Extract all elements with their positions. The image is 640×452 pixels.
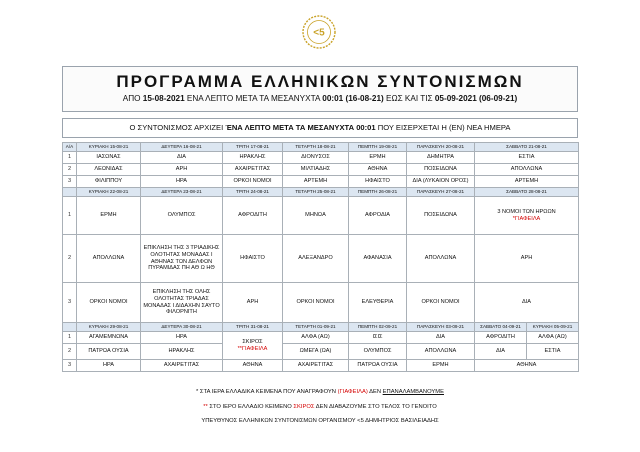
table-row bbox=[63, 152, 579, 164]
row-number: 2 bbox=[63, 235, 77, 283]
cell: ΟΡΚΟΙ ΝΟΜΟΙ bbox=[77, 283, 141, 323]
cell: ΟΡΚΟΙ ΝΟΜΟΙ bbox=[407, 283, 475, 323]
row-number: 1 bbox=[63, 197, 77, 235]
cell: ΑΡΤΕΜΗ bbox=[283, 176, 349, 188]
cell: ΙΣΙΣ bbox=[349, 332, 407, 344]
cell: ΕΡΜΗ bbox=[77, 197, 141, 235]
day-header: ΔΕΥΤΕΡΑ 30-08-21 bbox=[141, 323, 223, 332]
index-header-empty bbox=[63, 188, 77, 197]
start-date: 15-08-2021 bbox=[142, 94, 185, 103]
row-number: 3 bbox=[63, 283, 77, 323]
cell: ΗΦΑΙΣΤΟ bbox=[223, 235, 283, 283]
cell: ΑΧΑΙΡΕΤΙΤΑΣ bbox=[283, 360, 349, 372]
cell: ΔΙΑ bbox=[475, 283, 579, 323]
cell: ΟΛΥΜΠΟΣ bbox=[141, 197, 223, 235]
cell: ΔΙΑ (ΛΥΚΑΙΟΝ ΟΡΟΣ) bbox=[407, 176, 475, 188]
footnote-text: * ΣΤΑ ΙΕΡΑ ΕΛΛΑΔΙΚΑ ΚΕΙΜΕΝΑ ΠΟΥ ΑΝΑΓΡΑΦΟΥΝ bbox=[196, 389, 338, 395]
cell: ΦΙΛΙΠΠΟΥ bbox=[77, 176, 141, 188]
cell: ΑΠΟΛΛΩΝΑ bbox=[407, 235, 475, 283]
cell: ΟΛΥΜΠΟΣ bbox=[349, 344, 407, 360]
date-range bbox=[63, 94, 577, 103]
cell: ΠΑΤΡΩΑ ΟΥΣΙΑ bbox=[349, 360, 407, 372]
cell: ΑΦΑΝΑΣΙΑ bbox=[349, 235, 407, 283]
table-row bbox=[63, 235, 579, 283]
cell bbox=[223, 332, 283, 360]
cell: ΑΧΑΙΡΕΤΙΤΑΣ bbox=[223, 164, 283, 176]
week1-header-row bbox=[63, 143, 579, 152]
footnote-underlined: ΕΠΑΝΑΛΑΜΒΑΝΟΥΜΕ bbox=[382, 389, 444, 395]
footnote-1 bbox=[62, 389, 578, 395]
cell: ΗΡΑ bbox=[141, 332, 223, 344]
cell: ΗΡΑ bbox=[77, 360, 141, 372]
cell-note-red: **ΓΙΑΦΕΙΛΑ bbox=[237, 345, 268, 352]
notice-text: ΠΟΥ ΕΙΣΕΡΧΕΤΑΙ Η (ΕΝ) ΝΕΑ ΗΜΕΡΑ bbox=[375, 123, 511, 132]
cell: ΑΧΑΙΡΕΤΙΤΑΣ bbox=[141, 360, 223, 372]
cell: ΠΟΣΕΙΔΩΝΑ bbox=[407, 164, 475, 176]
cell: ΔΙΑ bbox=[141, 152, 223, 164]
subtitle-text: ΕΩΣ ΚΑΙ ΤΙΣ bbox=[383, 94, 435, 103]
footnote-text: ΔΕΝ bbox=[367, 389, 383, 395]
day-header: ΤΕΤΑΡΤΗ 18-08-21 bbox=[283, 143, 349, 152]
schedule-sheet bbox=[62, 66, 578, 372]
notice-text: Ο ΣΥΝΤΟΝΙΣΜΟΣ ΑΡΧΙΖΕΙ bbox=[129, 123, 226, 132]
cell: ΗΡΑ bbox=[141, 176, 223, 188]
cell: ΜΗΝΩΑ bbox=[283, 197, 349, 235]
day-header: ΠΑΡΑΣΚΕΥΗ 27-08-21 bbox=[407, 188, 475, 197]
table-row bbox=[63, 344, 579, 360]
cell: ΟΡΚΟΙ ΝΟΜΟΙ bbox=[223, 176, 283, 188]
day-header: ΤΕΤΑΡΤΗ 01-09-21 bbox=[283, 323, 349, 332]
day-header: ΤΡΙΤΗ 24-08-21 bbox=[223, 188, 283, 197]
start-notice bbox=[62, 118, 578, 138]
cell: ΗΦΑΙΣΤΟ bbox=[349, 176, 407, 188]
cell: ΕΣΤΙΑ bbox=[475, 152, 579, 164]
row-number: 3 bbox=[63, 176, 77, 188]
subtitle-text: ΕΝΑ ΛΕΠΤΟ ΜΕΤΑ ΤΑ ΜΕΣΑΝΥΧΤΑ bbox=[184, 94, 323, 103]
cell: ΑΠΟΛΛΩΝΑ bbox=[407, 344, 475, 360]
table-row bbox=[63, 176, 579, 188]
cell: ΩΜΕΓΑ (ΩΑ) bbox=[283, 344, 349, 360]
day-header: ΔΕΥΤΕΡΑ 16-08-21 bbox=[141, 143, 223, 152]
cell: ΕΡΜΗ bbox=[349, 152, 407, 164]
index-header-empty bbox=[63, 323, 77, 332]
day-header: ΠΑΡΑΣΚΕΥΗ 03-09-21 bbox=[407, 323, 475, 332]
footnote-marker: ** bbox=[203, 404, 210, 410]
cell: ΑΦΡΟΔΙΤΗ bbox=[475, 332, 527, 344]
logo-text: <5 bbox=[313, 27, 325, 39]
cell: ΑΡΤΕΜΗ bbox=[475, 176, 579, 188]
cell: ΛΕΩΝΙΔΑΣ bbox=[77, 164, 141, 176]
row-number: 2 bbox=[63, 344, 77, 360]
cell: ΑΛΦΑ (ΑΩ) bbox=[527, 332, 579, 344]
day-header: ΠΑΡΑΣΚΕΥΗ 20-08-21 bbox=[407, 143, 475, 152]
footnote-text: ΣΤΟ ΙΕΡΟ ΕΛΛΑΔΙΟ ΚΕΙΜΕΝΟ bbox=[209, 404, 294, 410]
cell: ΑΡΗ bbox=[141, 164, 223, 176]
title-box bbox=[62, 66, 578, 112]
cell: ΑΓΑΜΕΜΝΩΝΑ bbox=[77, 332, 141, 344]
footnote-2 bbox=[62, 404, 578, 410]
cell-text: 3 ΝΟΜΟΙ ΤΩΝ ΗΡΩΩΝ bbox=[497, 208, 556, 215]
day-header: ΤΡΙΤΗ 31-08-21 bbox=[223, 323, 283, 332]
day-header: ΠΕΜΠΤΗ 26-08-21 bbox=[349, 188, 407, 197]
cell: ΕΡΜΗ bbox=[407, 360, 475, 372]
cell: ΑΡΗ bbox=[223, 283, 283, 323]
cell: ΑΠΟΛΛΩΝΑ bbox=[77, 235, 141, 283]
row-number: 1 bbox=[63, 332, 77, 344]
cell: ΗΡΑΚΛΗΣ bbox=[223, 152, 283, 164]
table-row bbox=[63, 360, 579, 372]
index-header: Α/Α bbox=[63, 143, 77, 152]
cell: ΑΛΦΑ (ΑΩ) bbox=[283, 332, 349, 344]
cell-note-red: *ΓΙΑΦΕΙΛΑ bbox=[512, 215, 541, 222]
notice-bold: ΈΝΑ ΛΕΠΤΟ ΜΕΤΑ ΤΑ ΜΕΣΑΝΥΧΤΑ 00:01 bbox=[225, 123, 376, 132]
end-date: 05-09-2021 (06-09-21) bbox=[434, 94, 518, 103]
day-header: ΠΕΜΠΤΗ 02-09-21 bbox=[349, 323, 407, 332]
page-title: ΠΡΟΓΡΑΜΜΑ ΕΛΛΗΝΙΚΩΝ ΣΥΝΤΟΝΙΣΜΩΝ bbox=[116, 72, 524, 91]
day-header: ΚΥΡΙΑΚΗ 29-08-21 bbox=[77, 323, 141, 332]
day-header: ΤΡΙΤΗ 17-08-21 bbox=[223, 143, 283, 152]
day-header: ΤΕΤΑΡΤΗ 25-08-21 bbox=[283, 188, 349, 197]
footnote-red: (ΓΙΑΦΕΙΛΑ) bbox=[337, 389, 368, 395]
cell: ΑΡΗ bbox=[475, 235, 579, 283]
cell: ΙΑΣΩΝΑΣ bbox=[77, 152, 141, 164]
cell: ΑΦΡΟΔΙΑ bbox=[349, 197, 407, 235]
cell: ΑΘΗΝΑ bbox=[475, 360, 579, 372]
cell bbox=[475, 197, 579, 235]
day-header: ΚΥΡΙΑΚΗ 05-09-21 bbox=[527, 323, 579, 332]
cell: ΗΡΑΚΛΗΣ bbox=[141, 344, 223, 360]
day-header: ΚΥΡΙΑΚΗ 22-08-21 bbox=[77, 188, 141, 197]
logo bbox=[301, 14, 337, 50]
day-header: ΣΑΒΒΑΤΟ 04-09-21 bbox=[475, 323, 527, 332]
day-header: ΣΑΒΒΑΤΟ 21-08-21 bbox=[475, 143, 579, 152]
cell: ΔΙΑ bbox=[475, 344, 527, 360]
subtitle-text: ΑΠΟ bbox=[122, 94, 143, 103]
cell: ΔΙΑ bbox=[407, 332, 475, 344]
table-row bbox=[63, 332, 579, 344]
day-header: ΚΥΡΙΑΚΗ 15-08-21 bbox=[77, 143, 141, 152]
cell: ΜΙΛΤΙΑΔΗΣ bbox=[283, 164, 349, 176]
day-header: ΠΕΜΠΤΗ 19-08-21 bbox=[349, 143, 407, 152]
start-time: 00:01 (16-08-21) bbox=[322, 94, 384, 103]
row-number: 3 bbox=[63, 360, 77, 372]
cell: ΕΛΕΥΘΕΡΙΑ bbox=[349, 283, 407, 323]
cell: ΑΛΕΞΑΝΔΡΟ bbox=[283, 235, 349, 283]
table-row bbox=[63, 283, 579, 323]
cell: ΑΘΗΝΑ bbox=[349, 164, 407, 176]
week3-header-row bbox=[63, 323, 579, 332]
cell: ΕΠΙΚΛΗΣΗ ΤΗΣ 3 ΤΡΙΑΔΙΚΗΣ ΟΛΟΤΗΤΑΣ ΜΟΝΑΔΑΣ Ι ΑΘΗΝΑΣ ΤΩΝ ΔΕΛΦΩΝ ΠΥΡΑΜΙΔΑΣ ΠΗ ΑΘ Ω ΗΘ bbox=[141, 235, 223, 283]
cell: ΠΟΣΕΙΔΩΝΑ bbox=[407, 197, 475, 235]
signature-line: ΥΠΕΥΘΥΝΟΣ ΕΛΛΗΝΙΚΩΝ ΣΥΝΤΟΝΙΣΜΩΝ ΟΡΓΑΝΙΣΜΟΥ <5 ΔΗΜΗΤΡΙΟΣ ΒΑΣΙΛΕΙΑΔΗΣ bbox=[201, 418, 439, 424]
table-row bbox=[63, 164, 579, 176]
footnote-text: ΔΕΝ ΔΙΑΒΑΖΟΥΜΕ ΣΤΟ ΤΕΛΟΣ ΤΟ ΓΕΝΟΙΤΟ bbox=[314, 404, 437, 410]
laurel-logo-icon bbox=[301, 14, 337, 50]
cell: ΠΑΤΡΩΑ ΟΥΣΙΑ bbox=[77, 344, 141, 360]
row-number: 2 bbox=[63, 164, 77, 176]
schedule-table bbox=[62, 142, 579, 372]
cell: ΕΠΙΚΛΗΣΗ ΤΗΣ ΟΛΗΣ ΟΛΟΤΗΤΑΣ ΤΡΙΑΔΑΣ ΜΟΝΑΔΑΣ Ι ΔΙΔΑΧΗΝ ΣΑΥΤΟ ΦΙΛΟΡΝΙΤΗ bbox=[141, 283, 223, 323]
table-row bbox=[63, 197, 579, 235]
cell: ΑΠΟΛΛΩΝΑ bbox=[475, 164, 579, 176]
cell: ΑΦΡΟΔΙΤΗ bbox=[223, 197, 283, 235]
cell: ΑΘΗΝΑ bbox=[223, 360, 283, 372]
week2-header-row bbox=[63, 188, 579, 197]
cell: ΟΡΚΟΙ ΝΟΜΟΙ bbox=[283, 283, 349, 323]
day-header: ΔΕΥΤΕΡΑ 23-08-21 bbox=[141, 188, 223, 197]
cell: ΕΣΤΙΑ bbox=[527, 344, 579, 360]
cell: ΔΙΟΝΥΣΟΣ bbox=[283, 152, 349, 164]
cell-text: ΣΚΙΡΟΣ bbox=[242, 338, 263, 345]
cell: ΔΗΜΗΤΡΑ bbox=[407, 152, 475, 164]
footnote-red: ΣΚΙΡΟΣ bbox=[293, 404, 315, 410]
day-header: ΣΑΒΒΑΤΟ 28-08-21 bbox=[475, 188, 579, 197]
row-number: 1 bbox=[63, 152, 77, 164]
